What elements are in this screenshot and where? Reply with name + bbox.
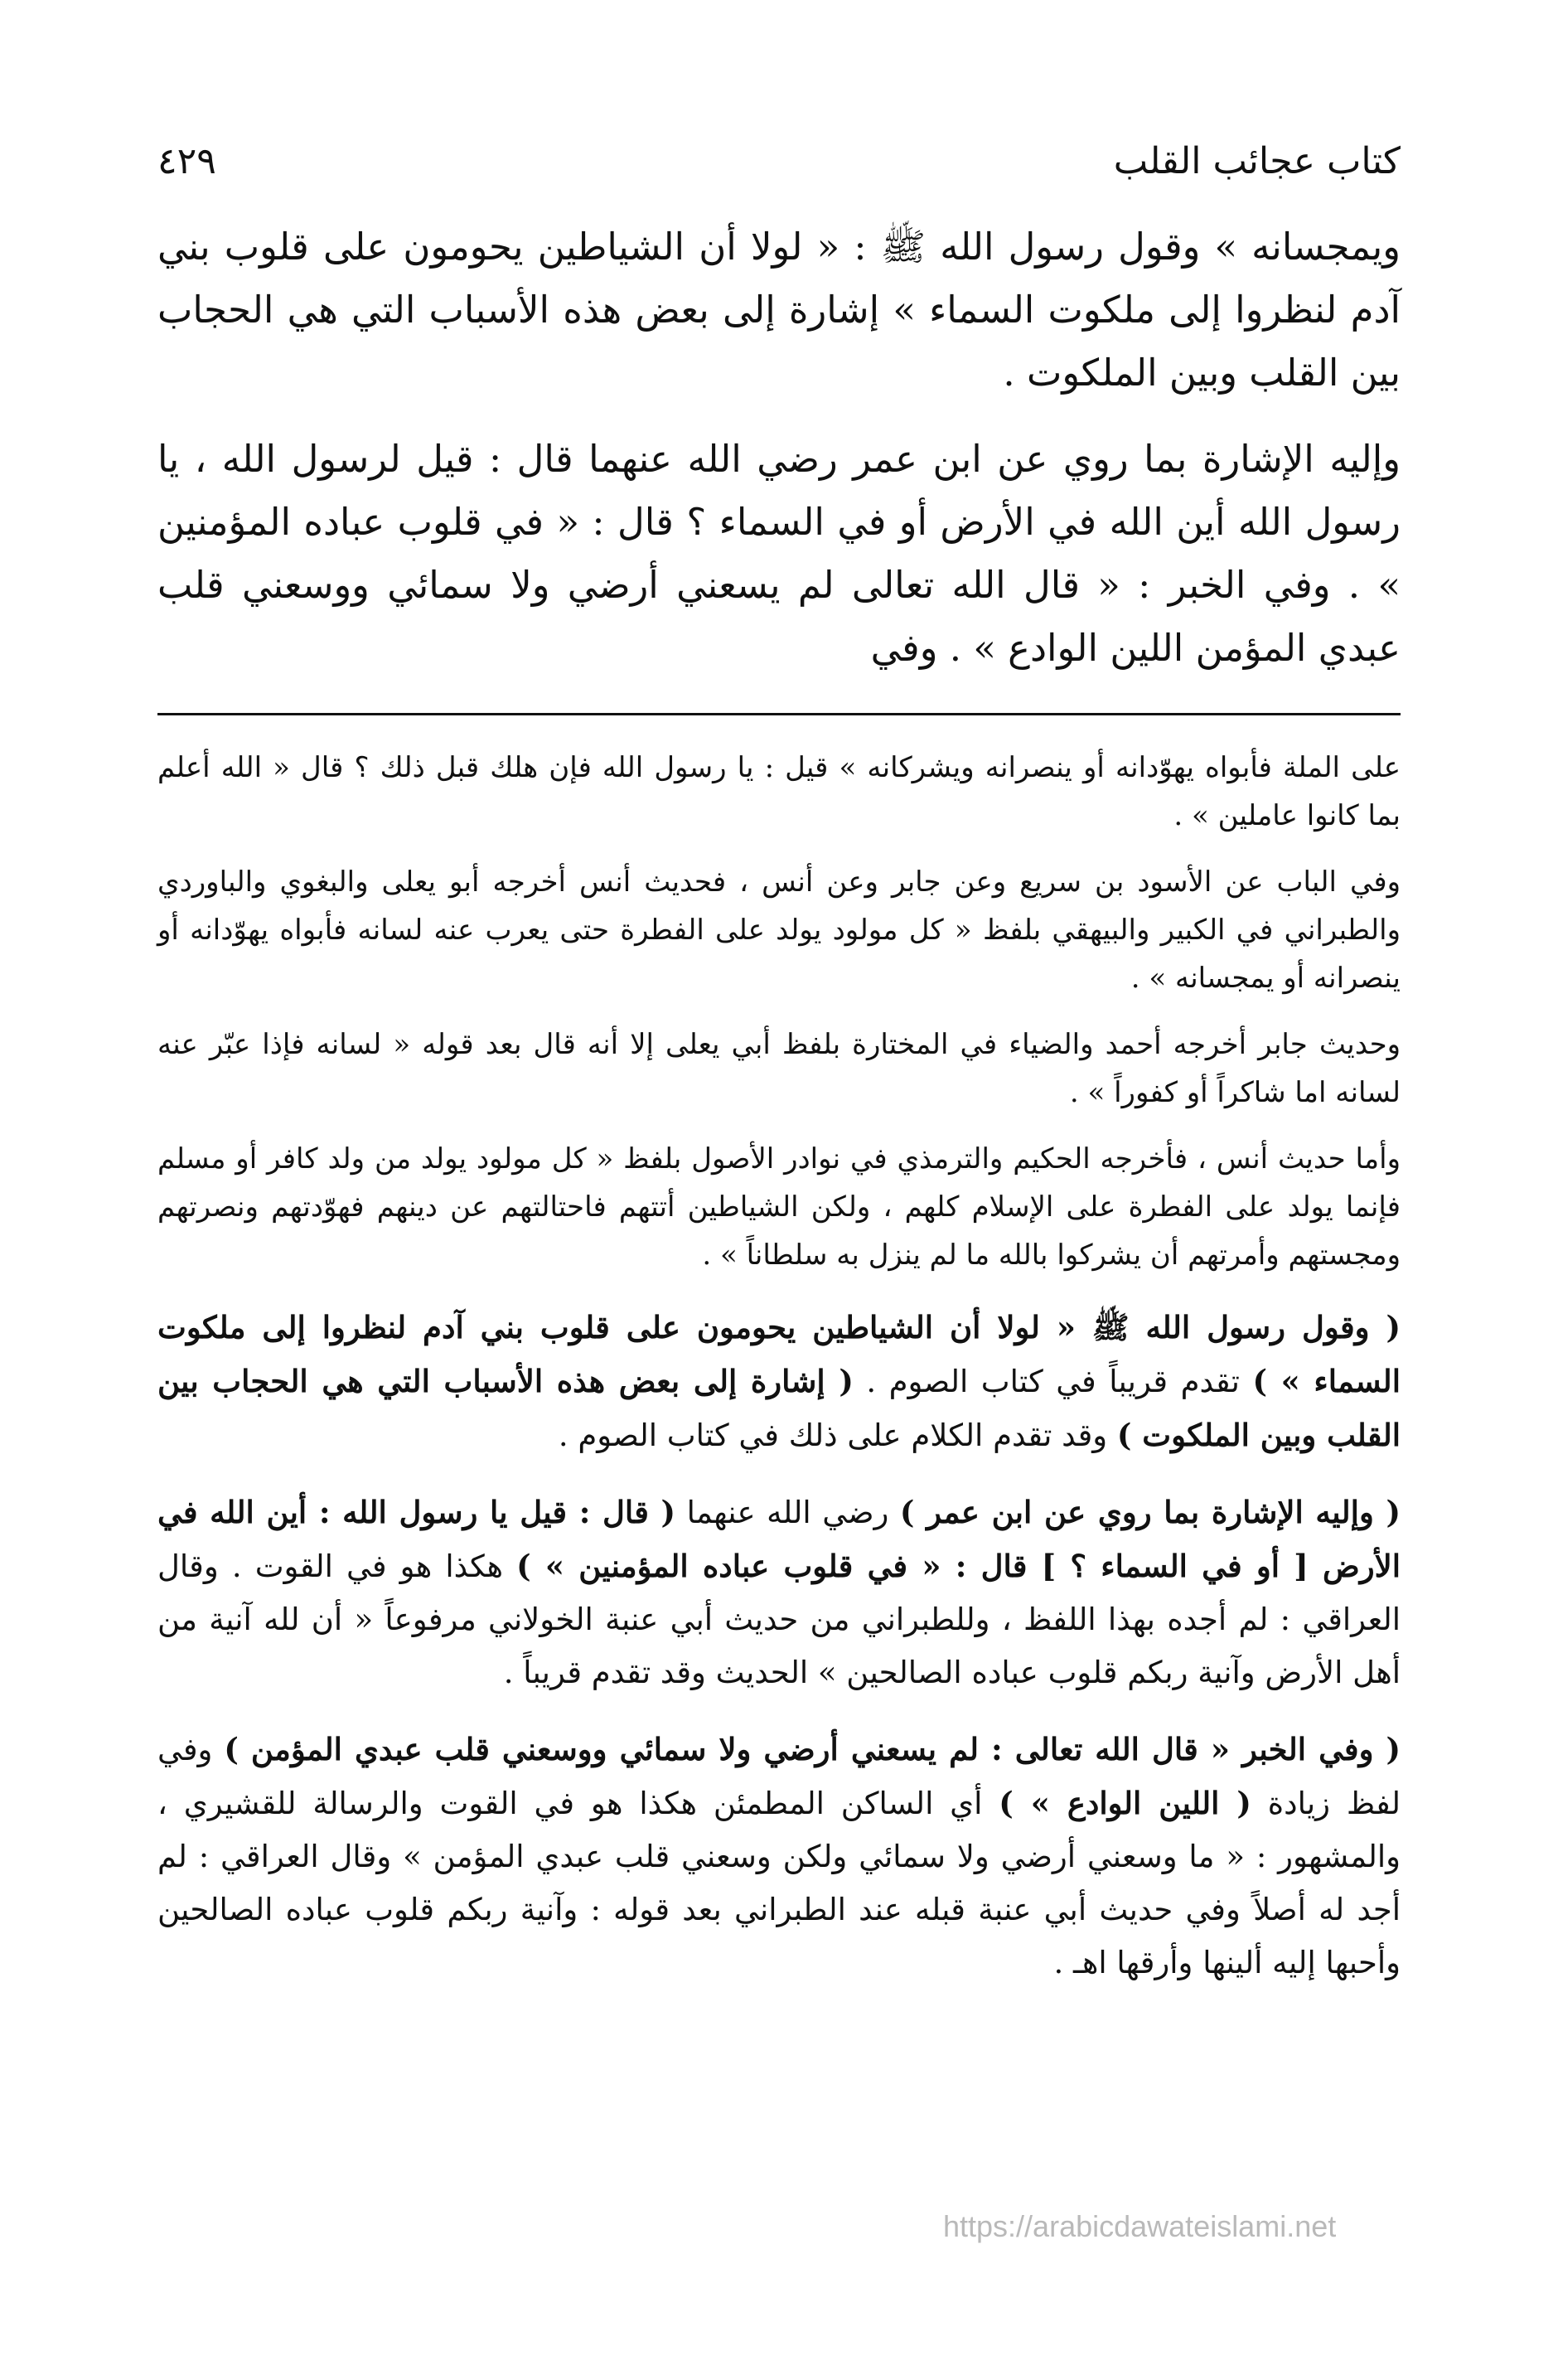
- quoted-text: ( وفي الخبر « قال الله تعالى : لم يسعني أرضي ولا سمائي ووسعني قلب عبدي المؤمن ): [224, 1731, 1401, 1767]
- quoted-text: ( إشارة إلى بعض هذه الأسباب التي هي الحجاب بين القلب وبين الملكوت ): [157, 1363, 1401, 1453]
- footnote-divider: [157, 713, 1401, 715]
- commentary-text: أي الساكن المطمئن هكذا هو في القوت والرسالة للقشيري ، والمشهور : « ما وسعني أرضي ولا سمائي ولكن وسعني قلب عبدي المؤمن » وقال العراقي : لم أجد له أصلاً وفي حديث أبي عنبة قبله عند الطبراني بعد قوله : وآنية ربكم قلوب عباده الصالحين وأحبها إليه ألينها وأرقها اهـ .: [157, 1786, 1401, 1980]
- commentary-paragraph: [157, 1486, 1401, 1699]
- commentary-paragraph: [157, 1301, 1401, 1462]
- commentary-text: هكذا هو في القوت . وقال العراقي : لم أجده بهذا اللفظ ، وللطبراني من حديث أبي عنبة الخولاني مرفوعاً « أن لله آنية من أهل الأرض وآنية ربكم قلوب عباده الصالحين » الحديث وقد تقدم قريباً .: [157, 1549, 1401, 1690]
- quoted-text: ( قال : قيل يا رسول الله : أين الله في الأرض [ أو في السماء ؟ ] قال : « في قلوب عباده المؤمنين » ): [157, 1494, 1401, 1584]
- footnote-paragraph: وأما حديث أنس ، فأخرجه الحكيم والترمذي في نوادر الأصول بلفظ « كل مولود يولد من ولد كافر أو مسلم فإنما يولد على الفطرة على الإسلام كلهم ، ولكن الشياطين أتتهم فاحتالتهم عن دينهم فهوّدتهم ونصرتهم ومجستهم وأمرتهم أن يشركوا بالله ما لم ينزل به سلطاناً » .: [157, 1142, 1401, 1272]
- main-text: [157, 216, 1401, 680]
- page-number: ٤٢٩: [157, 140, 216, 182]
- footnote-paragraph: على الملة فأبواه يهوّدانه أو ينصرانه ويشركانه » قيل : يا رسول الله فإن هلك قبل ذلك ؟ قال « الله أعلم بما كانوا عاملين » .: [157, 751, 1401, 832]
- footnote-paragraph: وحديث جابر أخرجه أحمد والضياء في المختارة بلفظ أبي يعلى إلا أنه قال بعد قوله « لسانه فإذا عبّر عنه لسانه اما شاكراً أو كفوراً » .: [157, 1028, 1401, 1109]
- main-paragraph: ويمجسانه » وقول رسول الله ﷺ : « لولا أن الشياطين يحومون على قلوب بني آدم لنظروا إلى ملكوت السماء » إشارة إلى بعض هذه الأسباب التي هي الحجاب بين القلب وبين الملكوت .: [157, 225, 1401, 395]
- quoted-text: ( اللين الوادع » ): [999, 1785, 1251, 1821]
- commentary-text: تقدم قريباً في كتاب الصوم .: [853, 1364, 1253, 1399]
- commentary-text: وقد تقدم الكلام على ذلك في كتاب الصوم .: [558, 1418, 1117, 1453]
- quoted-text: ( وإليه الإشارة بما روي عن ابن عمر ): [899, 1494, 1401, 1530]
- commentary: [157, 1301, 1401, 1990]
- book-page: [157, 124, 1401, 2380]
- chapter-title: كتاب عجائب القلب: [1113, 140, 1401, 182]
- commentary-paragraph: [157, 1723, 1401, 1990]
- footnote-paragraph: وفي الباب عن الأسود بن سريع وعن جابر وعن أنس ، فحديث أنس أخرجه أبو يعلى والبغوي والباوردي والطبراني في الكبير والبيهقي بلفظ « كل مولود يولد على الفطرة حتى يعرب عنه لسانه فأبواه يهوّدانه أو ينصرانه أو يمجسانه » .: [157, 865, 1401, 995]
- watermark-url: https://arabicdawateislami.net: [943, 2209, 1337, 2243]
- footnotes: [157, 744, 1401, 1279]
- commentary-text: وفي لفظ زيادة: [157, 1732, 1401, 1821]
- page-header: [157, 124, 1401, 182]
- main-paragraph: وإليه الإشارة بما روي عن ابن عمر رضي الله عنهما قال : قيل لرسول الله ، يا رسول الله أين الله في الأرض أو في السماء ؟ قال : « في قلوب عباده المؤمنين » . وفي الخبر : « قال الله تعالى لم يسعني أرضي ولا سمائي ووسعني قلب عبدي المؤمن اللين الوادع » . وفي: [157, 437, 1401, 670]
- commentary-text: رضي الله عنهما: [675, 1495, 900, 1530]
- quoted-text: ( وقول رسول الله ﷺ « لولا أن الشياطين يحومون على قلوب بني آدم لنظروا إلى ملكوت السماء » ): [157, 1309, 1401, 1399]
